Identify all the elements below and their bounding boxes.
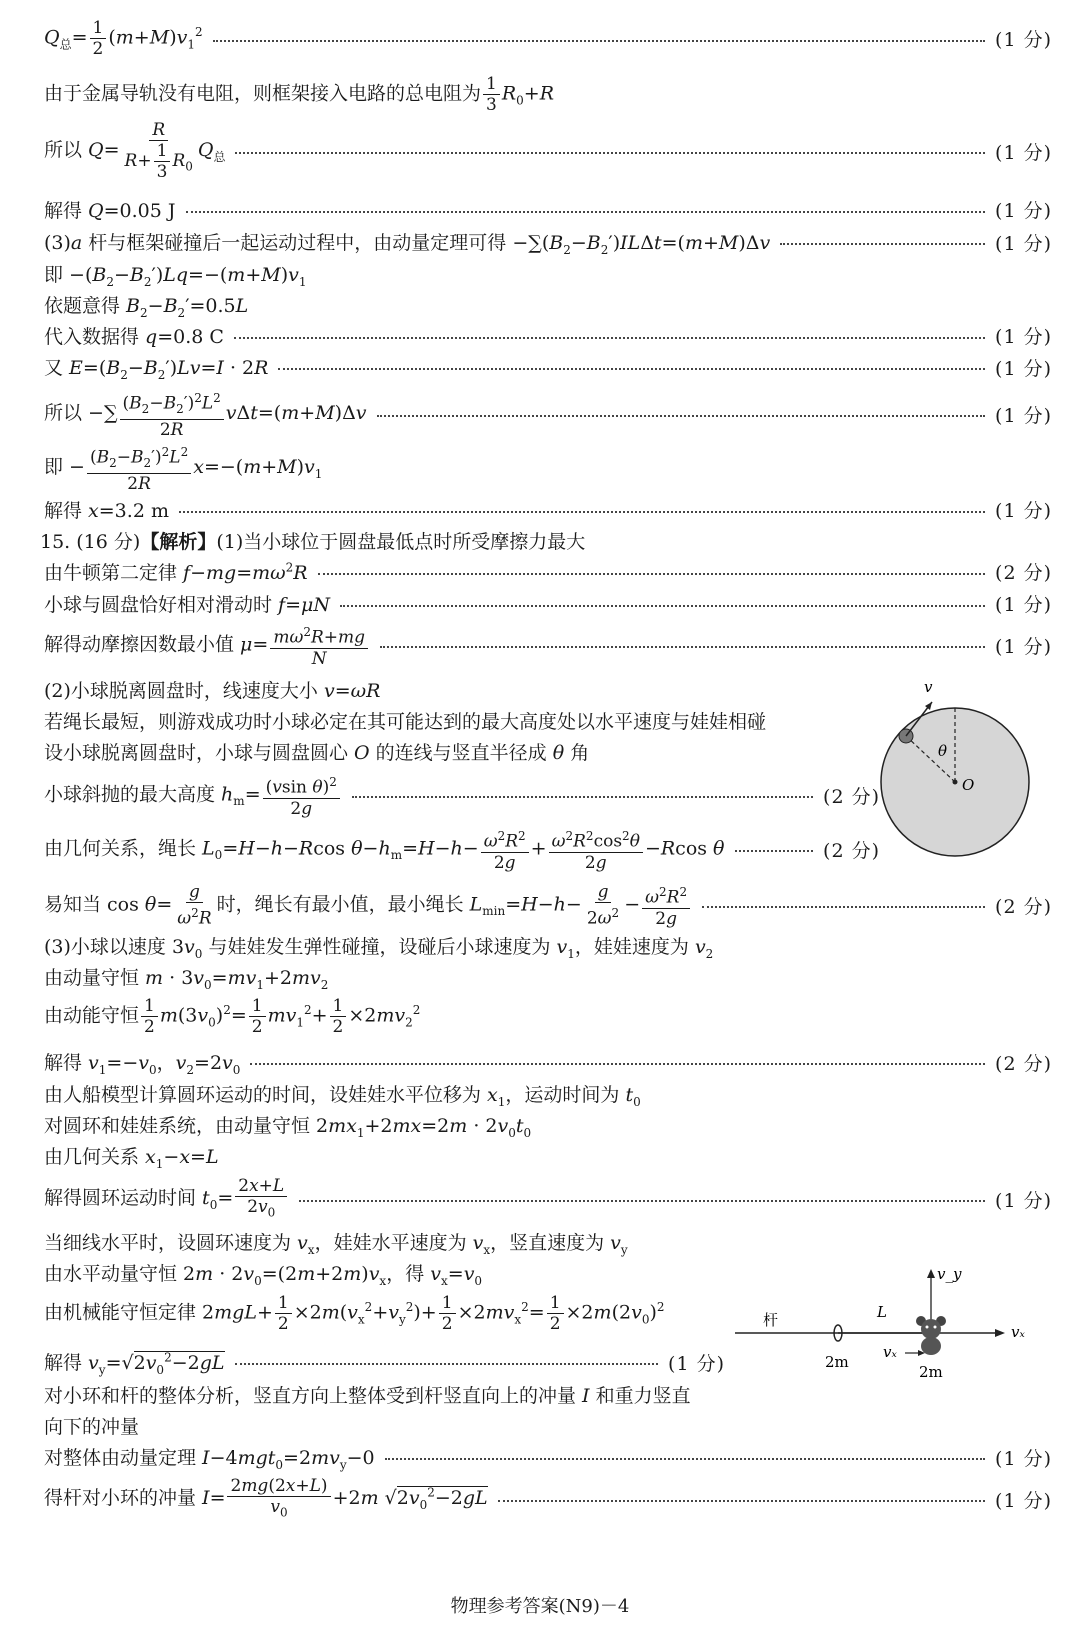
answer-line: $Q_总=$ $\frac{1}{2}$ $(m+M)v_1^2$ (1 分): [44, 18, 1052, 59]
points: (2 分): [995, 562, 1052, 584]
points: (2 分): [823, 785, 880, 808]
answer-line: 对小环和杆的整体分析，竖直方向上整体受到杆竖直向上的冲量 I 和重力竖直: [44, 1385, 691, 1407]
answer-line: 小球斜抛的最大高度 $h_m=$ $\frac{(vsin \theta)^2}{2g}$ (2 分): [44, 772, 880, 819]
points: (1 分): [995, 357, 1052, 380]
points: (1 分): [995, 594, 1052, 616]
answer-line: 由机械能守恒定律 2mgL+ $\frac{1}{2}$ $\times 2m(v_x^2+v_y^2)+$ $\frac{1}{2}$ $\times 2mv_x^2=$ $\frac{1}{2}$ $\times 2m(2v_0)^2$: [44, 1293, 665, 1334]
points: (1 分): [668, 1352, 725, 1375]
answer-line: 又 $E=(B_2-B_2')Lv=I \cdot 2R$ (1 分): [44, 353, 1052, 382]
o-label: O: [962, 776, 975, 794]
answer-line: 由动能守恒 $\frac{1}{2}$ $m(3v_0)^2=$ $\frac{1}{2}$ $mv_1^2+$ $\frac{1}{2}$ $\times 2mv_2^2$: [44, 996, 421, 1037]
answer-line: (3)a 杆与框架碰撞后一起运动过程中，由动量定理可得 $-\sum(B_2-B_2')IL\Delta t=(m+M)\Delta v$ (1 分): [44, 228, 1052, 257]
vx-axis-label: vₓ: [1011, 1323, 1025, 1341]
answer-line: 由牛顿第二定律 $f-mg=m\omega^2R$ (2 分): [44, 558, 1052, 585]
points: (1 分): [995, 1447, 1052, 1470]
points: (1 分): [995, 200, 1052, 222]
answer-line: 所以 Q= R R+ $\frac{1}{3}$ $R_0$ $Q_总$ (1 分): [44, 120, 1052, 182]
points: (1 分): [995, 141, 1052, 164]
points: (1 分): [995, 1189, 1052, 1212]
answer-line: 对整体由动量定理 $I-4mgt_0=2mv_y-0$ (1 分): [44, 1443, 1052, 1472]
answer-line: 小球与圆盘恰好相对滑动时 f=μN (1 分): [44, 590, 1052, 617]
points: (1 分): [995, 404, 1052, 427]
ring-mass-label: 2m: [825, 1353, 849, 1371]
answer-line: 若绳长最短，则游戏成功时小球必定在其可能达到的最大高度处以水平速度与娃娃相碰: [44, 711, 767, 733]
answer-line: 由动量守恒 $m \cdot 3v_0=mv_1+2mv_2$: [44, 967, 329, 992]
vx-label: vₓ: [883, 1343, 897, 1361]
points: (1 分): [995, 232, 1052, 255]
answer-line: 由人船模型计算圆环运动的时间，设娃娃水平位移为 $x_1$，运动时间为 $t_0$: [44, 1084, 641, 1109]
answer-line: 解得 x=3.2 m (1 分): [44, 496, 1052, 523]
v-label: v: [924, 678, 933, 696]
answer-line: 当细线水平时，设圆环速度为 $v_x$，娃娃水平速度为 $v_x$，竖直速度为 $v_y$: [44, 1232, 628, 1257]
vy-label: v_y: [937, 1265, 962, 1283]
l-label: L: [877, 1303, 887, 1321]
answer-line: 得杆对小环的冲量 I= $\frac{2mg(2x+L)}{v_0}$ +2m $√2v_0^2-2gL$ (1 分): [44, 1476, 1052, 1520]
disk-figure: [872, 676, 1042, 866]
rod-arrowhead: [995, 1329, 1005, 1337]
answer-line: 所以 −∑ $\frac{(B_2-B_2')^2L^2}{2R}$ vΔt=(m+M)Δv (1 分): [44, 388, 1052, 440]
points: (2 分): [995, 895, 1052, 918]
points: (2 分): [995, 1052, 1052, 1075]
answer-line: 由水平动量守恒 $2m \cdot 2v_0=(2m+2m)v_x$，得 $v_x=v_0$: [44, 1263, 483, 1288]
answer-line: 15. (16 分)【解析】(1)当小球位于圆盘最低点时所受摩擦力最大: [40, 531, 586, 553]
points: (1 分): [995, 635, 1052, 658]
answer-line: 解得 Q=0.05 J (1 分): [44, 196, 1052, 223]
answer-line: 由于金属导轨没有电阻，则框架接入电路的总电阻为 $\frac{1}{3}$ $R_0+R$: [44, 74, 555, 115]
rod-figure: [735, 1265, 1045, 1390]
answer-line: 解得 $v_1=-v_0$，$v_2=2v_0$ (2 分): [44, 1048, 1052, 1077]
answer-line: 向下的冲量: [44, 1416, 140, 1438]
points: (1 分): [995, 500, 1052, 522]
answer-line: (2)小球脱离圆盘时，线速度大小 v=ωR: [44, 680, 381, 702]
doll-mass-label: 2m: [919, 1363, 943, 1381]
vy-arrowhead: [927, 1269, 935, 1278]
points: (1 分): [995, 326, 1052, 348]
page-footer: 物理参考答案(N9)－4: [450, 1596, 630, 1617]
answer-line: 易知当 cos θ= $\frac{g}{\omega^2R}$ 时，绳长有最小值，最小绳长 $L_{min}=H-h-$ $\frac{g}{2\omega^2}$ − $\frac{\omega^2R^2}{2g}$ (2 分): [44, 882, 1052, 929]
answer-line: 设小球脱离圆盘时，小球与圆盘圆心 O 的连线与竖直半径成 θ 角: [44, 742, 590, 764]
points: (2 分): [823, 839, 880, 862]
answer-line: 对圆环和娃娃系统，由动量守恒 $2mx_1+2mx=2m \cdot 2v_0t_0$: [44, 1115, 532, 1140]
answer-line: 解得动摩擦因数最小值 μ= $\frac{m\omega^2R+mg}{N}$ (1 分): [44, 622, 1052, 669]
answer-line: 即 − $\frac{(B_2-B_2')^2L^2}{2R}$ $x=-(m+M)v_1$: [44, 442, 1052, 494]
center-dot: [953, 780, 958, 785]
doll-icon: [916, 1316, 946, 1355]
answer-line: 解得 $v_y=√2v_0^2-2gL$ (1 分): [44, 1350, 725, 1377]
answer-line: 代入数据得 q=0.8 C (1 分): [44, 322, 1052, 349]
answer-line: 即 $-(B_2-B_2')Lq=-(m+M)v_1$: [44, 264, 307, 289]
answer-line: 由几何关系 $x_1-x=L$: [44, 1146, 219, 1171]
answer-line: 解得圆环运动时间 $t_0=$ $\frac{2x+L}{2v_0}$ (1 分): [44, 1176, 1052, 1220]
answer-line: 依题意得 $B_2-B_2'=0.5L$: [44, 295, 249, 320]
answer-line: 由几何关系，绳长 $L_0=H-h-Rcos$ $\theta-h_m=H-h-$ $\frac{\omega^2R^2}{2g}$ + $\frac{\omega^2R^2\cos^2\theta}{2g}$ −Rcos θ (2 分): [44, 826, 880, 873]
rod-label: 杆: [763, 1311, 779, 1329]
answer-line: (3)小球以速度 $3v_0$ 与娃娃发生弹性碰撞，设碰后小球速度为 $v_1$，娃娃速度为 $v_2$: [44, 936, 714, 961]
points: (1 分): [995, 29, 1052, 51]
theta-label: θ: [938, 742, 948, 760]
points: (1 分): [995, 1489, 1052, 1512]
